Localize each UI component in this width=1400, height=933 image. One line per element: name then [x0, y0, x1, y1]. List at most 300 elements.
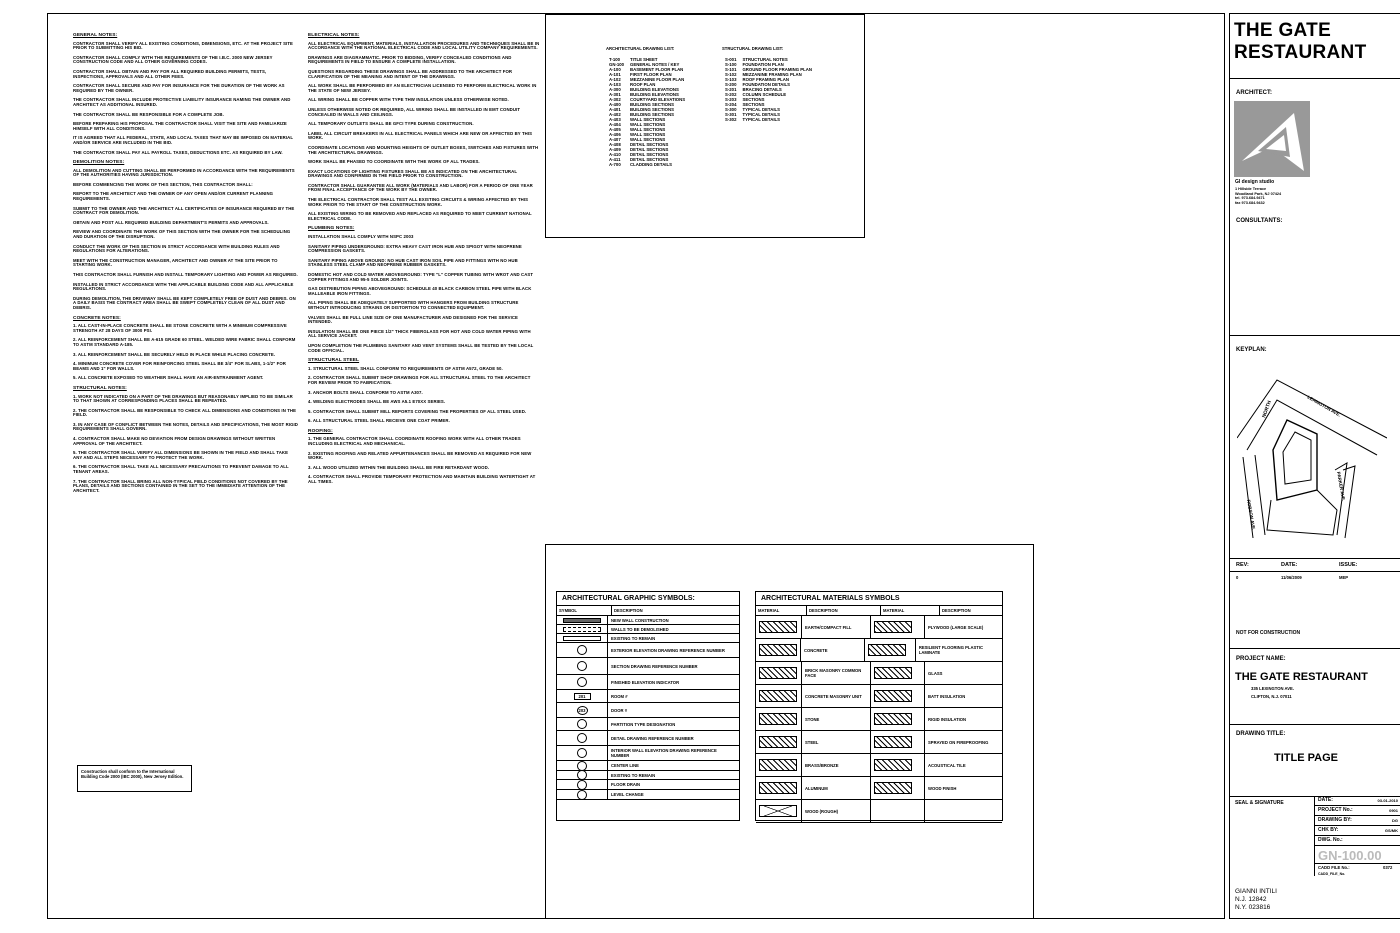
project-address-2: CLIFTON, N.J. 07011 [1251, 694, 1292, 699]
sheet-number: S-204 [725, 102, 737, 107]
symbol-cell [557, 625, 608, 633]
sheet-name: WALL SECTIONS [630, 127, 666, 132]
symbol-mark [563, 618, 601, 623]
materials-symbols-title: ARCHITECTURAL MATERIALS SYMBOLS [756, 592, 1002, 606]
sheet-number: A-410 [609, 152, 621, 157]
sheet-name: SECTIONS [742, 102, 765, 107]
hatch-pattern [874, 759, 912, 771]
sheet-number: S-100 [725, 62, 737, 67]
general-notes [73, 42, 298, 156]
project-title [1234, 20, 1366, 64]
hatch-pattern [759, 736, 797, 748]
field-rows [1315, 796, 1400, 846]
info-field-row [1315, 836, 1400, 846]
field-label: PROJECT No.: [1318, 807, 1353, 813]
material-description: WOOD FINISH [928, 785, 957, 791]
logo-icon [1234, 101, 1310, 177]
roofing-notes-heading: ROOFING: [308, 428, 333, 434]
symbol-mark [577, 780, 587, 790]
arch-list-heading: ARCHITECTURAL DRAWING LIST: [606, 46, 675, 51]
symbol-col-header: SYMBOL [557, 606, 612, 615]
materials-header [756, 606, 1002, 616]
note-paragraph: 3. ALL REINFORCEMENT SHALL BE SECURELY HELD IN PLACE WHILE PLACING CONCRETE. [73, 351, 276, 357]
hatch-pattern [759, 621, 797, 633]
field-value: 0901 [1389, 808, 1398, 813]
sheet-name: GENERAL NOTES / KEY [630, 62, 680, 67]
note-paragraph: 5. CONTRACTOR SHALL SUBMIT MILL REPORTS COVERING THE PROPERTIES OF ALL STEEL USED. [308, 408, 527, 414]
symbol-cell [557, 771, 608, 779]
material-description: RIGID INSULATION [928, 716, 967, 722]
note-paragraph: 2. CONTRACTOR SHALL SUBMIT SHOP DRAWINGS FOR ALL STRUCTURAL STEEL TO THE ARCHITECT FOR REVIEW PRIOR TO FABRICATION. [308, 375, 531, 385]
keyplan-label: KEYPLAN: [1236, 347, 1267, 353]
symbol-mark [577, 719, 587, 729]
material-description: GLASS [928, 670, 943, 676]
graphic-symbol-row [557, 616, 739, 625]
symbol-mark [577, 733, 587, 743]
note-paragraph: REVIEW AND COORDINATE THE WORK OF THIS SECTION WITH THE OWNER FOR THE SCHEDULING AND DURATION OF THE DISRUPTION. [73, 229, 291, 240]
sheet-name: BASEMENT FLOOR PLAN [630, 67, 684, 72]
notes-column-2 [308, 28, 540, 668]
code-note: Construction shall conform to the International Building Code 2000 (IBC 2000), New Jersey Edition. [81, 769, 184, 779]
note-paragraph: 5. ALL CONCRETE EXPOSED TO WEATHER SHALL HAVE AN AIR-ENTRAINMENT AGENT. [73, 375, 264, 381]
hatch-pattern [868, 644, 906, 656]
info-field-row [1315, 816, 1400, 826]
material-description [925, 800, 931, 822]
symbol-description: FINISHED ELEVATION INDICATOR [611, 679, 680, 685]
note-paragraph: WORK SHALL BE PHASED TO COORDINATE WITH THE WORK OF ALL TRADES. [308, 159, 480, 165]
sheet-name: TYPICAL DETAILS [742, 117, 781, 122]
material-description: RESILIENT FLOORING PLASTIC LAMINATE [918, 645, 984, 655]
sheet-number: A-302 [609, 97, 621, 102]
sheet-number: A-402 [609, 112, 621, 117]
material-swatch [871, 754, 925, 776]
sheet-name: TITLE SHEET [630, 57, 658, 62]
firm-name: GI design studio [1235, 179, 1275, 185]
sheet-number: GN-100 [609, 62, 625, 67]
materials-row [756, 662, 1002, 685]
note-paragraph: BEFORE PREPARING HIS PROPOSAL THE CONTRACTOR SHALL VISIT THE SITE AND FAMILIARIZE HIMSELF WITH ALL CONDITIONS. [73, 121, 287, 131]
info-field-row [1315, 806, 1400, 816]
sheet-name: DETAIL SECTIONS [630, 147, 669, 152]
graphic-symbol-row [557, 634, 739, 643]
note-paragraph: GAS DISTRIBUTION PIPING ABOVEGROUND: SCHEDULE 40 BLACK CARBON STEEL PIPE WITH BLACK MALLEABLE IRON FITTINGS. [308, 286, 532, 296]
graphic-symbol-row [557, 761, 739, 771]
symbol-cell [557, 643, 608, 657]
sheet-name: ROOF PLAN [630, 82, 656, 87]
hatch-pattern [874, 713, 912, 725]
note-paragraph: IT IS AGREED THAT ALL FEDERAL, STATE, AND LOCAL TAXES THAT MAY BE IMPOSED ON MATERIAL AND/OR SERVICE ARE INCLUDED IN THE BID. [73, 135, 294, 145]
description-col-header: DESCRIPTION [614, 608, 643, 613]
sheet-name: WALL SECTIONS [630, 122, 666, 127]
note-paragraph: THE CONTRACTOR SHALL PAY ALL PAYROLL TAXES, DEDUCTIONS ETC. AS REQUIRED BY LAW. [73, 149, 283, 155]
hatch-pattern [874, 736, 912, 748]
sheet-name: DETAIL SECTIONS [630, 157, 669, 162]
note-paragraph: 6. THE CONTRACTOR SHALL TAKE ALL NECESSARY PRECAUTIONS TO PREVENT DAMAGE TO ALL TENANT AREAS. [73, 464, 289, 475]
sheet-number: A-411 [609, 157, 621, 162]
graphic-symbol-row [557, 780, 739, 790]
symbol-mark [577, 790, 587, 800]
sheet-number: S-101 [725, 67, 737, 72]
sheet-number: S-301 [725, 112, 737, 117]
note-paragraph: 2. EXISTING ROOFING AND RELATED APPURTENANCES SHALL BE REMOVED AS REQUIRED FOR NEW WORK. [308, 450, 532, 461]
note-paragraph: ALL DEMOLITION AND CUTTING SHALL BE PERFORMED IN ACCORDANCE WITH THE REQUIREMENTS OF THE AUTHORITIES HAVING JURISDICTION. [73, 167, 295, 178]
materials-rows [756, 616, 1002, 823]
general-notes-heading: GENERAL NOTES: [73, 33, 118, 38]
material-swatch [756, 754, 802, 776]
note-paragraph: DRAWINGS ARE DIAGRAMMATIC. PRIOR TO BIDDING, VERIFY CONCEALED CONDITIONS AND REQUIREMENTS IN FIELD TO ENSURE A COMPLETE INSTALLATION. [308, 54, 512, 65]
sheet-number: A-300 [609, 87, 621, 92]
sheet-name: BUILDING SECTIONS [630, 112, 674, 117]
symbol-cell [557, 634, 608, 642]
sheet-number: A-101 [609, 72, 621, 77]
note-paragraph: 6. ALL STRUCTURAL STEEL SHALL RECEIVE ONE COAT PRIMER. [308, 418, 450, 424]
hatch-pattern [759, 759, 797, 771]
graphic-symbols-header [557, 606, 739, 616]
note-paragraph: ALL TEMPORARY OUTLETS SHALL BE GFCI TYPE DURING CONSTRUCTION. [308, 121, 474, 127]
struct-list-heading: STRUCTURAL DRAWING LIST: [722, 46, 784, 51]
note-paragraph: EXACT LOCATIONS OF LIGHTING FIXTURES SHALL BE AS INDICATED ON THE ARCHITECTURAL DRAWINGS AND CONFIRMED IN THE FIELD PRIOR TO CONSTRUCTION. [308, 168, 517, 179]
sheet-number: S-103 [725, 77, 737, 82]
title-block [1229, 0, 1400, 933]
signer-name: GIANNI INTILI [1235, 888, 1277, 895]
symbol-description: CENTER LINE [611, 763, 639, 768]
sheet-name: BUILDING SECTIONS [630, 102, 674, 107]
note-paragraph: 4. CONTRACTOR SHALL PROVIDE TEMPORARY PROTECTION AND MAINTAIN BUILDING WATERTIGHT AT ALL TIMES. [308, 474, 536, 485]
issue-value: MEP [1339, 575, 1349, 580]
graphic-symbol-row [557, 790, 739, 800]
sheet-number: A-103 [609, 82, 621, 87]
graphic-symbol-row [557, 771, 739, 780]
graphic-symbol-rows [557, 616, 739, 800]
graphic-symbol-row [557, 703, 739, 718]
symbol-description: INTERIOR WALL ELEVATION DRAWING REFERENCE NUMBER [610, 748, 717, 758]
sheet-name: DETAIL SECTIONS [630, 142, 669, 147]
note-paragraph: OBTAIN AND POST ALL REQUIRED BUILDING DEPARTMENT'S PERMITS AND APPROVALS. [73, 219, 269, 225]
material-description: STEEL [802, 731, 871, 753]
sheet-name: WALL SECTIONS [630, 117, 666, 122]
symbol-mark [563, 627, 601, 632]
symbol-description: LEVEL CHANGE [611, 792, 644, 797]
symbol-description: EXISTING TO REMAIN [611, 635, 656, 641]
symbol-description: EXTERIOR ELEVATION DRAWING REFERENCE NUMBER [611, 647, 725, 653]
sheet-name: MEZZANINE FLOOR PLAN [630, 77, 685, 82]
material-swatch [756, 616, 802, 638]
note-paragraph: QUESTIONS REGARDING THESE DRAWINGS SHALL BE ADDRESSED TO THE ARCHITECT FOR CLARIFICATION OF THE MEANING AND INTENT OF THE DRAWINGS. [308, 68, 513, 79]
symbol-description: SECTION DRAWING REFERENCE NUMBER [611, 663, 698, 669]
sheet-number: A-406 [609, 132, 621, 137]
plumbing-notes-heading: PLUMBING NOTES: [308, 226, 355, 232]
note-paragraph: CONTRACTOR SHALL COMPLY WITH THE REQUIREMENTS OF THE I.B.C. 2000 NEW JERSEY CONSTRUCTION CODE AND ALL OTHER GOVERNING CODES. [73, 54, 273, 65]
symbol-mark [577, 661, 587, 671]
sheet-name: CLADDING DETAILS [630, 162, 672, 167]
material-col-header-2: MATERIAL [881, 606, 940, 615]
desc-col-header-2: DESCRIPTION [942, 608, 971, 613]
note-paragraph: ALL EXISTING WIRING TO BE REMOVED AND REPLACED AS REQUIRED TO MEET CURRENT NATIONAL ELECTRICAL CODE. [308, 211, 532, 221]
structural-notes-heading: STRUCTURAL NOTES: [73, 385, 127, 391]
notes-column-1 [73, 28, 298, 798]
sheet-number: S-200 [725, 82, 737, 87]
note-paragraph: INSULATION SHALL BE ONE PIECE 1/2" THICK FIBERGLASS FOR HOT AND COLD WATER PIPING WITH ALL SERVICE JACKET. [308, 328, 531, 339]
note-paragraph: CONTRACTOR SHALL GUARANTEE ALL WORK (MATERIALS AND LABOR) FOR A PERIOD OF ONE YEAR FROM FINAL ACCEPTANCE OF THE WORK BY THE OWNER. [308, 182, 533, 193]
material-description: ACOUSTICAL TILE [928, 762, 966, 768]
symbol-mark [577, 770, 587, 780]
arch-drawing-list [606, 46, 688, 167]
note-paragraph: THE CONTRACTOR SHALL BE RESPONSIBLE FOR A COMPLETE JOB. [73, 111, 224, 117]
material-description: EARTH/COMPACT FILL [802, 616, 871, 638]
field-label: DWG. No.: [1318, 837, 1343, 843]
sheet-name: DETAIL SECTIONS [630, 152, 669, 157]
material-swatch [756, 662, 802, 684]
symbol-description: PARTITION TYPE DESIGNATION [611, 721, 676, 727]
sheet-number: A-407 [609, 137, 621, 142]
room-tag: 201 [574, 693, 591, 700]
note-paragraph: UPON COMPLETION THE PLUMBING SANITARY AND VENT SYSTEMS SHALL BE TESTED BY THE LOCAL CODE OFFICIAL. [308, 342, 534, 353]
note-paragraph: ALL PIPING SHALL BE ADEQUATELY SUPPORTED WITH HANGERS FROM BUILDING STRUCTURE WITHOUT INTRODUCING STRAINS OR DISTORTION TO CONNECTED EQUIPMENT. [308, 300, 519, 310]
note-paragraph: CONDUCT THE WORK OF THIS SECTION IN STRICT ACCORDANCE WITH BUILDING RULES AND REGULATIONS FOR ALTERATIONS. [73, 243, 280, 254]
robson-label: ROBSON AVE. [1246, 499, 1257, 531]
note-paragraph: CONTRACTOR SHALL OBTAIN AND PAY FOR ALL REQUIRED BUILDING PERMITS, TESTS, INSPECTIONS, APPROVALS AND ALL OTHER FEES. [73, 68, 267, 79]
nj-license: N.J. 12842 [1235, 896, 1267, 903]
sheet-name: STRUCTURAL NOTES [742, 57, 788, 62]
graphic-symbols-table [556, 591, 740, 821]
field-label: DRAWING BY: [1318, 817, 1352, 823]
ny-license: N.Y. 023816 [1235, 904, 1271, 911]
note-paragraph: LABEL ALL CIRCUIT BREAKERS IN ALL ELECTRICAL PANELS WHICH ARE NEW OR AFFECTED BY THIS WORK. [308, 130, 533, 141]
concrete-notes [73, 324, 298, 381]
sheet-number: A-400 [609, 102, 621, 107]
symbol-description: NEW WALL CONSTRUCTION [611, 617, 669, 623]
material-description: CONCRETE [801, 639, 865, 661]
hatch-pattern [759, 644, 797, 656]
note-paragraph: 4. MINIMUM CONCRETE COVER FOR REINFORCING STEEL SHALL BE 3/4" FOR SLABS, 1-1/2" FOR BEAMS AND 1" FOR WALLS. [73, 361, 286, 371]
signer-block [1235, 888, 1277, 912]
symbol-cell [557, 703, 608, 717]
symbol-mark [577, 677, 587, 687]
note-paragraph: DOMESTIC HOT AND COLD WATER ABOVEGROUND: TYPE "L" COPPER TUBING WITH WROT AND CAST COPPER FITTINGS AND 95-5 SOLDER JOINTS. [308, 272, 534, 282]
project-address-1: 335 LEXINGTON AVE. [1251, 686, 1294, 691]
struct-list-table [722, 57, 815, 122]
sheet-name: GROUND FLOOR FRAMING PLAN [742, 67, 812, 72]
drawing-list-row [606, 162, 688, 167]
note-paragraph: INSTALLED IN STRICT ACCORDANCE WITH THE APPLICABLE BUILDING CODE AND ALL APPLICABLE REGULATIONS. [73, 281, 294, 292]
material-swatch [871, 708, 925, 730]
symbol-mark [563, 636, 601, 641]
parker-label: PARKER AVE. [1336, 471, 1347, 502]
hatch-pattern [759, 713, 797, 725]
electrical-notes [308, 42, 540, 222]
material-description: WOOD (ROUGH) [802, 800, 871, 822]
material-description: BRASS/BRONZE [802, 754, 871, 776]
issue-label: ISSUE: [1339, 562, 1358, 568]
symbol-description: DETAIL DRAWING REFERENCE NUMBER [611, 735, 694, 741]
firm-address-line: 1 Hillside Terrace [1235, 187, 1267, 191]
note-paragraph: 3. IN ANY CASE OF CONFLICT BETWEEN THE NOTES, DETAILS AND SPECIFICATIONS, THE MOST RIGID REQUIREMENTS SHALL GOVERN. [73, 421, 298, 432]
hatch-pattern [759, 805, 797, 817]
note-paragraph: 1. ALL CAST-IN-PLACE CONCRETE SHALL BE STONE CONCRETE WITH A MINIMUM COMPRESSIVE STRENGTH AT 28 DAYS OF 3000 PSI. [73, 323, 287, 333]
sheet-number: A-100 [609, 67, 621, 72]
sheet-number: S-300 [725, 107, 737, 112]
materials-row [756, 754, 1002, 777]
symbol-mark [577, 761, 587, 771]
symbol-cell [557, 780, 608, 789]
note-paragraph: SANITARY PIPING UNDERGROUND: EXTRA HEAVY CAST IRON HUB AND SPIGOT WITH NEOPRENE COMPRESSION GASKETS. [308, 243, 522, 254]
symbol-cell [557, 790, 608, 799]
cadd-sub: CADD_FILE_No. [1318, 872, 1346, 876]
note-paragraph: CONTRACTOR SHALL SECURE AND PAY FOR INSURANCE FOR THE DURATION OF THE WORK AS REQUIRED BY THE OWNER. [73, 83, 285, 93]
sheet-number: A-401 [609, 107, 621, 112]
sheet-name: TYPICAL DETAILS [742, 112, 781, 117]
note-paragraph: 4. WELDING ELECTRODES SHALL BE AWS A5.1 E70XX SERIES. [308, 399, 446, 405]
drawing-title-label: DRAWING TITLE: [1236, 731, 1286, 737]
concrete-notes-heading: CONCRETE NOTES: [73, 315, 121, 321]
sheet-number: S-302 [725, 117, 737, 122]
drawing-list-row [722, 117, 815, 122]
note-paragraph: BEFORE COMMENCING THE WORK OF THIS SECTION, THIS CONTRACTOR SHALL: [73, 181, 253, 187]
field-value: DG [1392, 818, 1398, 823]
graphic-symbol-row [557, 718, 739, 731]
note-paragraph: DURING DEMOLITION, THE DRIVEWAY SHALL BE KEPT COMPLETELY FREE OF DUST AND DEBRIS. ON A DAILY BASIS THE CONTRACT AREA SHALL BE SWEPT COMPLETELY CLEAN OF ALL DUST AND DEBRIS. [73, 295, 296, 310]
symbol-mark [577, 645, 587, 655]
note-paragraph: ALL ELECTRICAL EQUIPMENT, MATERIALS, INSTALLATION PROCEDURES AND TECHNIQUES SHALL BE IN ACCORDANCE WITH THE NATIONAL ELECTRICAL CODE AND LOCAL UTILITY COMPANY REQUIREMENTS. [308, 40, 540, 51]
materials-row [756, 616, 1002, 639]
structural-steel-heading: STRUCTURAL STEEL [308, 358, 360, 364]
material-description: PLYWOOD (LARGE SCALE) [928, 624, 984, 630]
demolition-notes [73, 169, 298, 311]
door-tag: 203 [578, 707, 586, 713]
symbol-cell [557, 675, 608, 689]
note-paragraph: CONTRACTOR SHALL VERIFY ALL EXISTING CONDITIONS, DIMENSIONS, ETC. AT THE PROJECT SITE PRIOR TO SUBMITTING HIS BID. [73, 40, 294, 51]
sheet-number: A-403 [609, 117, 621, 122]
project-title-line2: RESTAURANT [1234, 42, 1367, 63]
sheet-number: A-409 [609, 147, 621, 152]
note-paragraph: SANITARY PIPING ABOVE GROUND: NO HUB CAST IRON SOIL PIPE AND FITTINGS WITH NO HUB STAINLESS STEEL CLAMP AND NEOPRENE RUBBER GASKETS. [308, 257, 518, 268]
arch-list-table [606, 57, 688, 167]
symbol-description: FLOOR DRAIN [611, 782, 641, 787]
hatch-pattern [874, 621, 912, 633]
sheet-name: MEZZANINE FRAMING PLAN [742, 72, 802, 77]
materials-row [756, 777, 1002, 800]
material-swatch [871, 662, 925, 684]
sheet-number: S-102 [725, 72, 737, 77]
material-description: SPRAYED ON FIREPROOFING [928, 739, 989, 745]
plumbing-notes [308, 235, 540, 353]
note-paragraph: THE ELECTRICAL CONTRACTOR SHALL TEST ALL EXISTING CIRCUITS & WIRING AFFECTED BY THIS WORK PRIOR TO THE START OF THE CONSTRUCTION WORK. [308, 197, 529, 207]
graphic-symbol-row [557, 690, 739, 703]
note-paragraph: 3. ALL WOOD UTILIZED WITHIN THE BUILDING SHALL BE FIRE RETARDANT WOOD. [308, 464, 490, 470]
symbol-cell [557, 690, 608, 702]
symbol-mark [577, 748, 587, 758]
material-description: STONE [802, 708, 871, 730]
note-paragraph: 1. WORK NOT INDICATED ON A PART OF THE DRAWINGS BUT REASONABLY IMPLIED TO BE SIMILAR TO THAT SHOWN AT CORRESPONDING PLACES SHALL BE REPEATED. [73, 393, 293, 404]
structural-notes [73, 395, 298, 494]
note-paragraph: 2. THE CONTRACTOR SHALL BE RESPONSIBLE TO CHECK ALL DIMENSIONS AND CONDITIONS IN THE FIELD. [73, 407, 297, 418]
field-label: DATE: [1318, 797, 1333, 803]
sheet-name: BUILDING ELEVATIONS [630, 87, 679, 92]
material-swatch [756, 777, 802, 799]
info-fields [1314, 796, 1400, 876]
sheet-name: ROOF FRAMING PLAN [742, 77, 790, 82]
material-swatch [756, 731, 802, 753]
sheet-name: COURTYARD ELEVATIONS [630, 97, 686, 102]
materials-row [756, 800, 1002, 823]
date-value: 11/06/2009 [1281, 575, 1302, 580]
date-label: DATE: [1281, 562, 1298, 568]
field-value: GS/MK [1384, 828, 1398, 833]
note-paragraph: THE CONTRACTOR SHALL INCLUDE PROTECTIVE LIABILITY INSURANCE NAMING THE OWNER AND ARCHITECT AS ADDITIONAL INSURED. [73, 97, 291, 107]
note-paragraph: MEET WITH THE CONSTRUCTION MANAGER, ARCHITECT AND OWNER AT THE SITE PRIOR TO STARTING WORK. [73, 257, 278, 268]
material-swatch [756, 708, 802, 730]
sheet-number: A-404 [609, 122, 621, 127]
sheet-number: A-102 [609, 77, 621, 82]
note-paragraph: 3. ANCHOR BOLTS SHALL CONFORM TO ASTM A307. [308, 389, 423, 395]
materials-row [756, 708, 1002, 731]
note-paragraph: 5. THE CONTRACTOR SHALL VERIFY ALL DIMENSIONS BE SHOWN IN THE FIELD AND SHALL TAKE ANY AND ALL STEPS NECESSARY TO PROTECT THE WORK. [73, 450, 289, 460]
architect-logo [1234, 101, 1310, 177]
materials-symbols-table [755, 591, 1003, 821]
sheet-name: BUILDING SECTIONS [630, 107, 674, 112]
sheet-number: S-202 [725, 92, 737, 97]
hatch-pattern [759, 667, 797, 679]
cadd-label: CADD FILE No.: [1318, 865, 1350, 870]
demolition-notes-heading: DEMOLITION NOTES: [73, 160, 125, 166]
info-field-row [1315, 826, 1400, 836]
sheet-number: S-203 [725, 97, 737, 102]
firm-address-line: tel. 973.684.9471 [1235, 196, 1265, 201]
not-for-construction: NOT FOR CONSTRUCTION [1236, 630, 1301, 636]
note-paragraph: ALL WORK SHALL BE PERFORMED BY AN ELECTRICIAN LICENSED TO PERFORM ELECTRICAL WORK IN THE STATE OF NEW JERSEY. [308, 83, 537, 93]
symbol-cell [557, 616, 608, 624]
graphic-symbol-row [557, 675, 739, 690]
code-note-box [77, 765, 192, 792]
material-description: BRICK MASONRY COMMON FACE [802, 662, 871, 684]
material-swatch [871, 800, 925, 822]
material-swatch [756, 800, 802, 822]
note-paragraph: INSTALLATION SHALL COMPLY WITH NSPC 2003 [308, 234, 414, 240]
note-paragraph: 2. ALL REINFORCEMENT SHALL BE A-615 GRADE 60 STEEL. WELDED WIRE FABRIC SHALL CONFORM TO ASTM STANDARD A-185. [73, 337, 296, 347]
materials-row [756, 685, 1002, 708]
material-swatch [871, 685, 925, 707]
sheet-name: BRACING DETAILS [742, 87, 782, 92]
symbol-description: ROOM # [611, 693, 628, 699]
project-name: THE GATE RESTAURANT [1235, 671, 1368, 683]
architect-label: ARCHITECT: [1236, 90, 1272, 96]
project-name-label: PROJECT NAME: [1236, 656, 1286, 662]
firm-address-line: Woodland Park, NJ 07424 [1235, 191, 1282, 196]
note-paragraph: 4. CONTRACTOR SHALL MAKE NO DEVIATION FROM DESIGN DRAWINGS WITHOUT WRITTEN APPROVAL OF THE ARCHITECT. [73, 436, 276, 446]
sheet-name: BUILDING ELEVATIONS [630, 92, 679, 97]
hatch-pattern [759, 782, 797, 794]
sheet-name: COLUMN SCHEDULE [742, 92, 787, 97]
graphic-symbol-row [557, 643, 739, 658]
note-paragraph: SUBMIT TO THE OWNER AND THE ARCHITECT ALL CERTIFICATES OF INSURANCE REQUIRED BY THE CONTRACT FOR DEMOLITION. [73, 205, 295, 216]
structural-steel-notes [308, 367, 540, 424]
material-swatch [865, 639, 915, 661]
drawing-title: TITLE PAGE [1274, 752, 1338, 764]
desc-col-header: DESCRIPTION [807, 606, 881, 615]
firm-address [1235, 187, 1281, 205]
note-paragraph: REPORT TO THE ARCHITECT AND THE OWNER OF ANY OPEN AND/OR CURRENT PLANNING REQUIREMENTS. [73, 191, 274, 202]
field-value: 03-01-2010 [1377, 798, 1398, 803]
sheet-number: A-301 [609, 92, 621, 97]
sheet-number: A-405 [609, 127, 621, 132]
sheet-name: FOUNDATION DETAILS [742, 82, 791, 87]
graphic-symbol-row [557, 658, 739, 675]
note-paragraph: COORDINATE LOCATIONS AND MOUNTING HEIGHTS OF OUTLET BOXES, SWITCHES AND FIXTURES WITH THE ARCHITECTURAL DRAWINGS. [308, 144, 539, 155]
material-col-header: MATERIAL [756, 606, 807, 615]
struct-drawing-list [722, 46, 815, 122]
note-paragraph: THIS CONTRACTOR SHALL FURNISH AND INSTALL TEMPORARY LIGHTING AND POWER AS REQUIRED. [73, 272, 298, 277]
graphic-symbols-title: ARCHITECTURAL GRAPHIC SYMBOLS: [557, 592, 739, 606]
